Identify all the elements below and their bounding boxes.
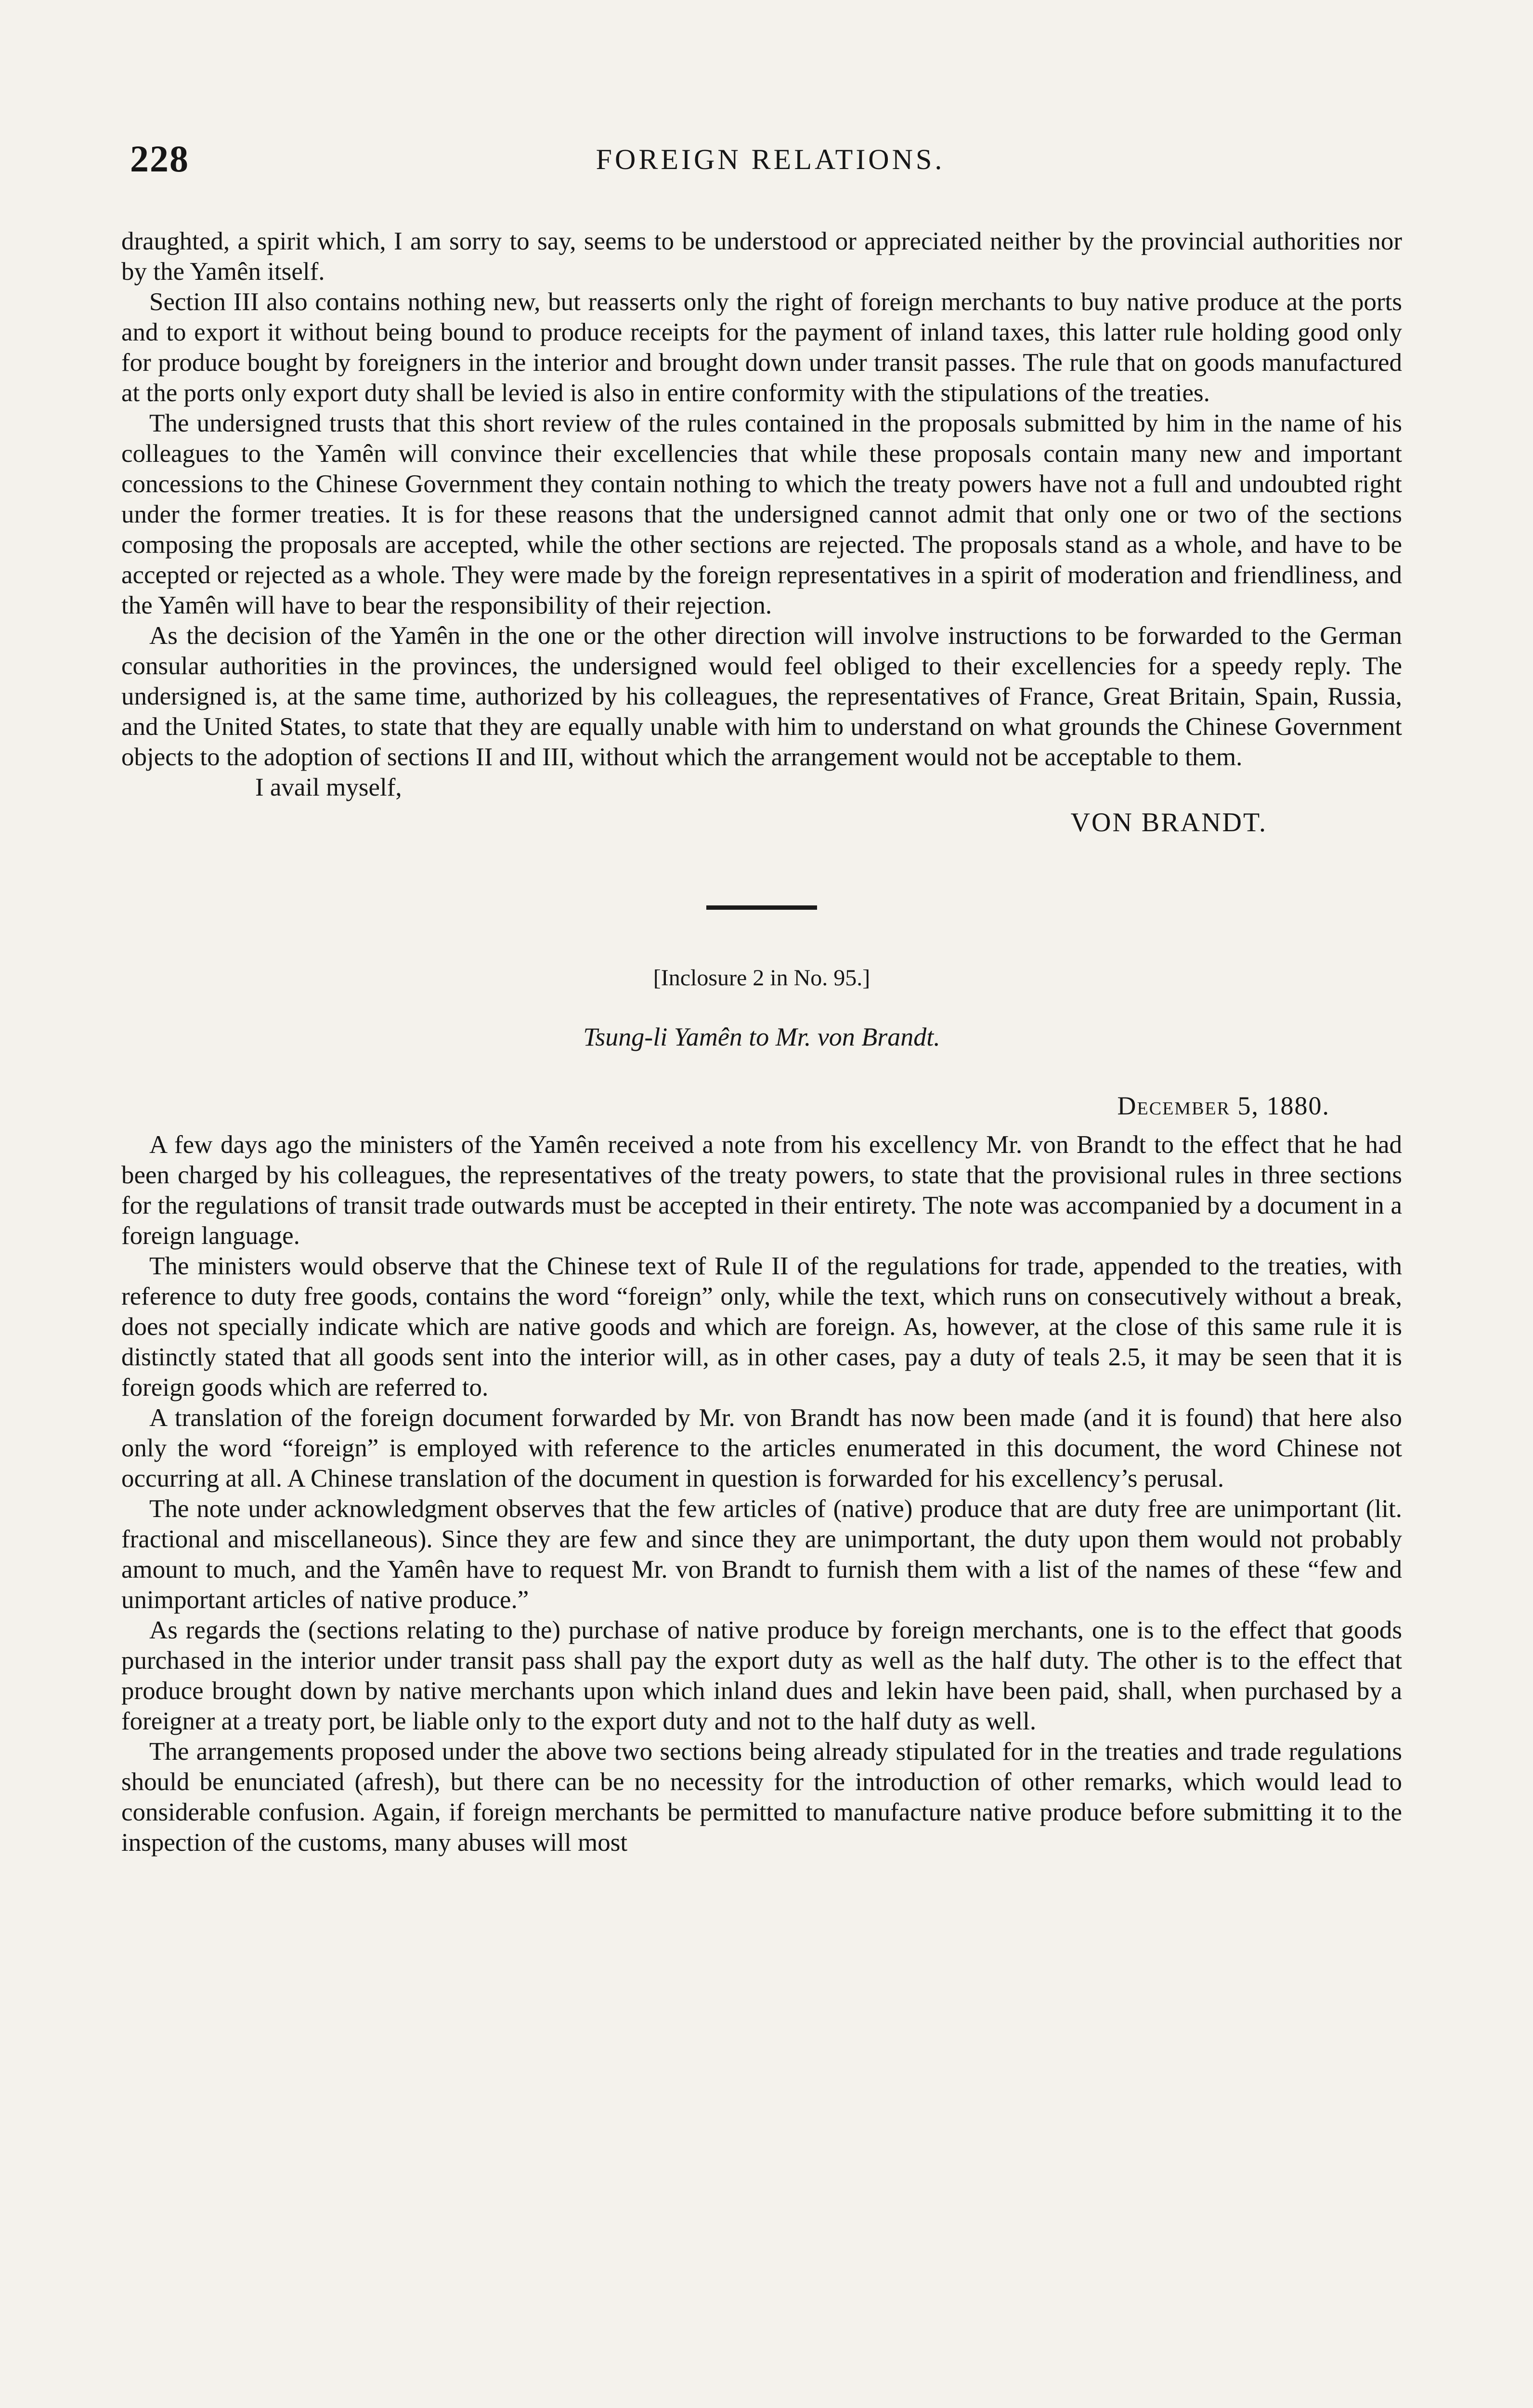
paragraph: The note under acknowledgment observes that the few articles of (native) produce that are duty free are unimportant (lit. fractional and miscellaneous). Since they are few and since they are unimportant, the duty upon them would not probably amount to much, and the Yamên have to request Mr. von Brandt to furnish them with a list of the names of these “few and unimportant articles of native produce.” — [121, 1495, 1402, 1614]
closing-line: I avail myself, — [255, 773, 402, 801]
paragraph: The undersigned trusts that this short review of the rules contained in the proposals submitted by him in the name of his colleagues to the Yamên will convince their excellencies that while these proposals contain many new and important concessions to the Chinese Government they contain nothing to which the treaty powers have not a full and undoubted right under the former treaties. It is for these reasons that the undersigned cannot admit that only one or two of the sections composing the proposals are accepted, while the other sections are rejected. The proposals stand as a whole, and have to be accepted or rejected as a whole. They were made by the foreign representatives in a spirit of moderation and friendliness, and the Yamên will have to bear the responsibility of their rejection. — [121, 409, 1402, 619]
page-header — [130, 137, 1411, 200]
document-body — [121, 226, 1402, 1858]
document-title: Tsung-li Yamên to Mr. von Brandt. — [583, 1022, 940, 1051]
date-month: December — [1117, 1091, 1230, 1120]
inclosure-label: [Inclosure 2 in No. 95.] — [653, 965, 870, 991]
signature: VON BRANDT. — [1070, 808, 1267, 838]
paragraph: The ministers would observe that the Chinese text of Rule II of the regulations for trade, appended to the treaties, with reference to duty free goods, contains the word “foreign” only, while the text, which runs on consecutively without a break, does not specially indicate which are native goods and which are foreign. As, however, at the close of this same rule it is distinctly stated that all goods sent into the interior will, as in other cases, pay a duty of teals 2.5, it may be seen that it is foreign goods which are referred to. — [121, 1252, 1402, 1401]
paragraph: As regards the (sections relating to the) purchase of native produce by foreign merchants, one is to the effect that goods purchased in the interior under transit pass shall pay the export duty as well as the half duty. The other is to the effect that produce brought down by native merchants upon which inland dues and lekin have been paid, shall, when purchased by a foreigner at a treaty port, be liable only to the export duty and not to the half duty as well. — [121, 1616, 1402, 1735]
paragraph: The arrangements proposed under the above two sections being already stipulated for in the treaties and trade regulations should be enunciated (afresh), but there can be no necessity for the introduction of other remarks, which would lead to considerable confusion. Again, if foreign merchants be permitted to manufacture native produce before submitting it to the inspection of the customs, many abuses will most — [121, 1738, 1402, 1857]
running-title: FOREIGN RELATIONS. — [596, 144, 945, 175]
letter-date — [121, 1091, 1402, 1121]
paragraph: A few days ago the ministers of the Yamên received a note from his excellency Mr. von Brandt to the effect that he had been charged by his colleagues, the representatives of the treaty powers, to state that the provisional rules in three sections for the regulations of transit trade outwards must be accepted in their entirety. The note was accompanied by a document in a foreign language. — [121, 1131, 1402, 1250]
section-divider — [706, 905, 817, 910]
paragraph: As the decision of the Yamên in the one or the other direction will involve instructions to be forwarded to the German consular authorities in the provinces, the undersigned would feel obliged to their excellencies for a speedy reply. The undersigned is, at the same time, authorized by his colleagues, the representatives of France, Great Britain, Spain, Russia, and the United States, to state that they are equally unable with him to understand on what grounds the Chinese Government objects to the adoption of sections II and III, without which the arrangement would not be acceptable to them. — [121, 622, 1402, 771]
letter-tsung-li-yamen — [121, 1130, 1402, 1858]
page-number: 228 — [130, 138, 189, 180]
date-day-year: 5, 1880. — [1230, 1091, 1330, 1120]
paragraph: draughted, a spirit which, I am sorry to say, seems to be understood or appreciated neither by the provincial authorities nor by the Yamên itself. — [121, 227, 1402, 286]
letter-von-brandt — [121, 226, 1402, 838]
paragraph: A translation of the foreign document forwarded by Mr. von Brandt has now been made (and it is found) that here also only the word “foreign” is employed with reference to the articles enumerated in this document, the word Chinese not occurring at all. A Chinese translation of the document in question is forwarded for his excellency’s perusal. — [121, 1404, 1402, 1492]
paragraph: Section III also contains nothing new, but reasserts only the right of foreign merchants to buy native produce at the ports and to export it without being bound to produce receipts for the payment of inland taxes, this latter rule holding good only for produce bought by foreigners in the interior and brought down under transit passes. The rule that on goods manufactured at the ports only export duty shall be levied is also in entire conformity with the stipulations of the treaties. — [121, 288, 1402, 407]
